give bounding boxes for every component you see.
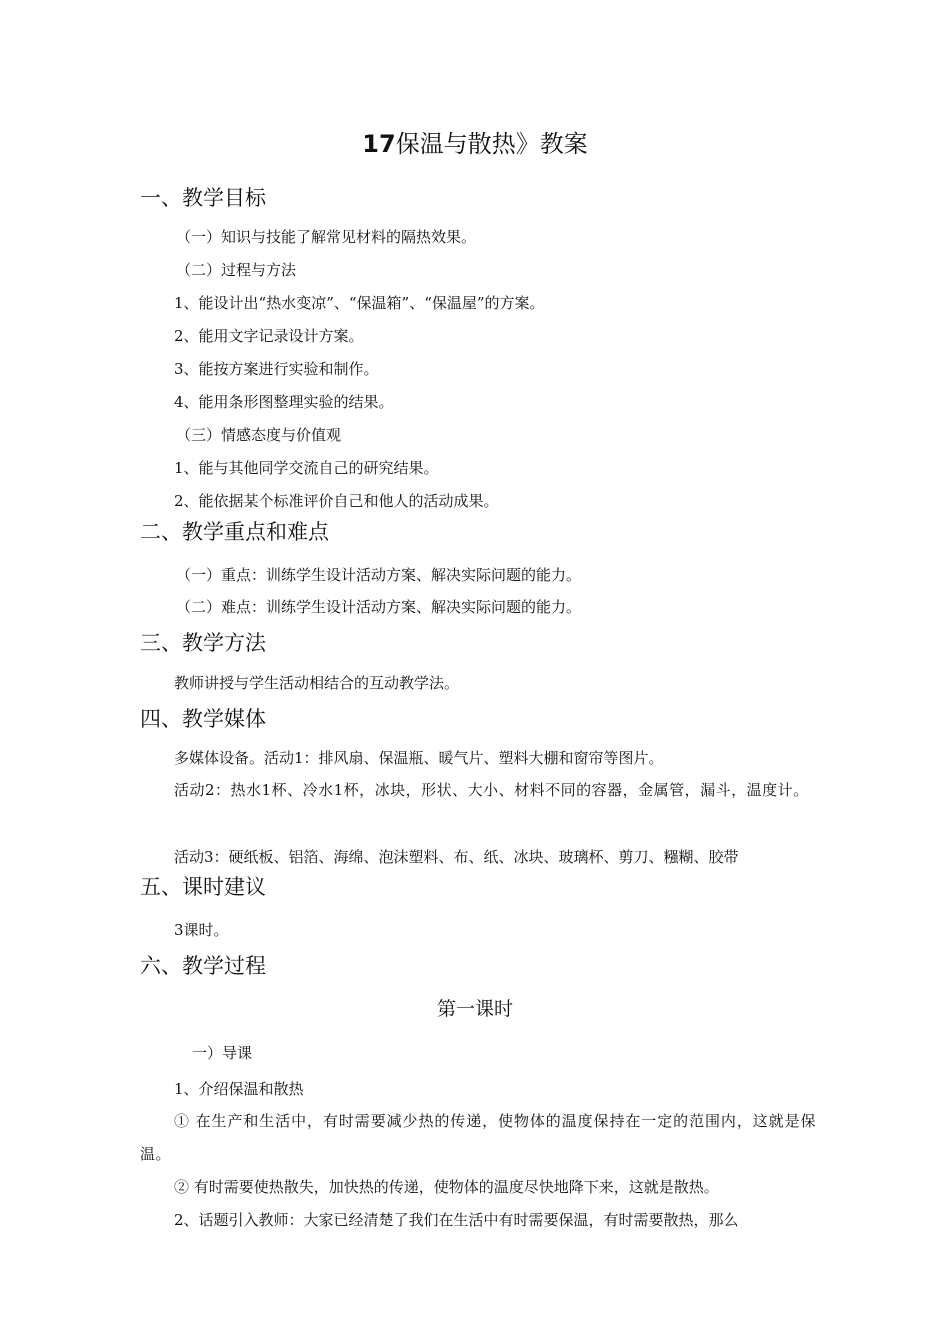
paragraph: 1、能设计出“热水变凉”、“保温箱”、“保温屋”的方案。	[174, 294, 545, 312]
section-heading-method: 三、教学方法	[140, 631, 266, 655]
paragraph: （二）难点：训练学生设计活动方案、解决实际问题的能力。	[176, 598, 582, 616]
section-heading-schedule: 五、课时建议	[140, 875, 266, 899]
title-number: 17	[362, 130, 396, 158]
paragraph: 2、能用文字记录设计方案。	[174, 327, 364, 345]
paragraph: 1、能与其他同学交流自己的研究结果。	[174, 459, 439, 477]
paragraph-wrapped: ① 在生产和生活中，有时需要减少热的传递，使物体的温度保持在一定的范围内，这就是保温。	[140, 1112, 816, 1163]
section-heading-process: 六、教学过程	[140, 954, 266, 978]
paragraph: （一）重点：训练学生设计活动方案、解决实际问题的能力。	[176, 566, 582, 584]
paragraph: 多媒体设备。活动1：排风扇、保温瓶、暖气片、塑料大棚和窗帘等图片。	[174, 749, 664, 767]
title-text: 保温与散热》教案	[395, 130, 588, 158]
paragraph: 教师讲授与学生活动相结合的互动教学法。	[174, 674, 460, 692]
lesson-subheading: 第一课时	[436, 998, 513, 1020]
paragraph: 2、话题引入教师：大家已经清楚了我们在生活中有时需要保温，有时需要散热，那么	[174, 1211, 739, 1229]
paragraph-wrapped: 活动2：热水1杯、冷水1杯，冰块，形状、大小、材料不同的容器，金属管，漏斗，温度计。	[174, 781, 809, 799]
paragraph: 2、能依据某个标准评价自己和他人的活动成果。	[174, 492, 499, 510]
paragraph: 一）导课	[192, 1044, 253, 1062]
section-heading-key-points: 二、教学重点和难点	[140, 520, 329, 544]
paragraph: 4、能用条形图整理实验的结果。	[174, 393, 394, 411]
paragraph: 1、介绍保温和散热	[174, 1080, 304, 1098]
section-heading-objectives: 一、教学目标	[140, 186, 266, 210]
paragraph: 3课时。	[174, 921, 229, 939]
section-heading-media: 四、教学媒体	[140, 707, 266, 731]
paragraph: ② 有时需要使热散失，加快热的传递，使物体的温度尽快地降下来，这就是散热。	[174, 1178, 719, 1196]
paragraph: 3、能按方案进行实验和制作。	[174, 360, 379, 378]
paragraph: （三）情感态度与价值观	[176, 426, 342, 444]
paragraph: （二）过程与方法	[176, 261, 297, 279]
paragraph: （一）知识与技能了解常见材料的隔热效果。	[176, 228, 477, 246]
paragraph: 活动3：硬纸板、铝箔、海绵、泡沫塑料、布、纸、冰块、玻璃杯、剪刀、糨糊、胶带	[174, 848, 739, 866]
page-title	[0, 128, 950, 160]
